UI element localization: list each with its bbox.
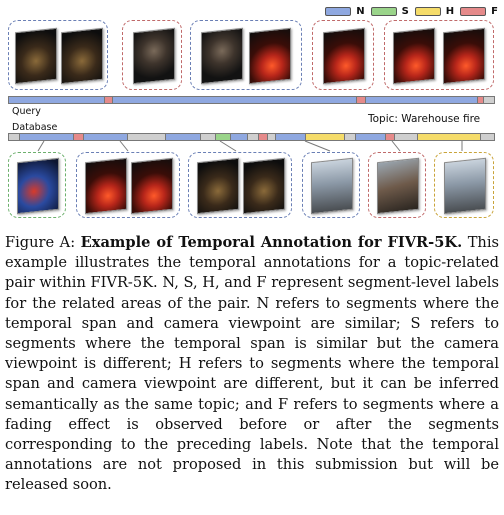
database-thumbnail	[311, 158, 353, 214]
database-thumbnail	[17, 158, 59, 214]
figure	[0, 0, 504, 230]
caption-prefix: Figure A:	[5, 234, 81, 251]
legend-item-h: H	[415, 6, 454, 17]
database-frames-6	[434, 152, 494, 218]
query-label: Query	[12, 106, 41, 117]
database-thumbnail	[197, 158, 239, 214]
legend-item-n: N	[325, 6, 364, 17]
topic-label: Topic: Warehouse fire	[368, 113, 481, 125]
database-frames-1	[8, 152, 66, 218]
caption-body: This example illustrates the temporal annotations for a topic-related pair within FIVR-5K. N, S, H, and F represent segment-level labels for the related areas of the pair. N refers to segments where the temporal span and camera viewpoint are similar; S refers to segments where the temporal span is similar but the camera viewpoint is different; H refers to segments where the temporal span and camera viewpoint are different, but it can be inferred semantically as the same topic; and F refers to segments where a fading effect is observed before or after the segments corresponding to the preceding labels. Note that the temporal annotations are not proposed in this submission but will be released soon.	[5, 234, 499, 494]
database-frames-2	[76, 152, 180, 218]
database-frames-4	[302, 152, 360, 218]
database-label: Database	[12, 122, 58, 133]
database-thumbnail	[444, 158, 486, 214]
figure-caption	[5, 233, 499, 496]
database-frames-5	[368, 152, 426, 218]
database-thumbnail	[243, 158, 285, 214]
database-thumbnail	[377, 158, 419, 214]
database-thumbnail	[85, 158, 127, 214]
caption-title: Example of Temporal Annotation for FIVR-5K.	[80, 234, 463, 251]
database-frames-3	[188, 152, 292, 218]
legend-item-s: S	[371, 6, 409, 17]
database-thumbnail	[131, 158, 173, 214]
legend-item-f: F	[460, 6, 498, 17]
